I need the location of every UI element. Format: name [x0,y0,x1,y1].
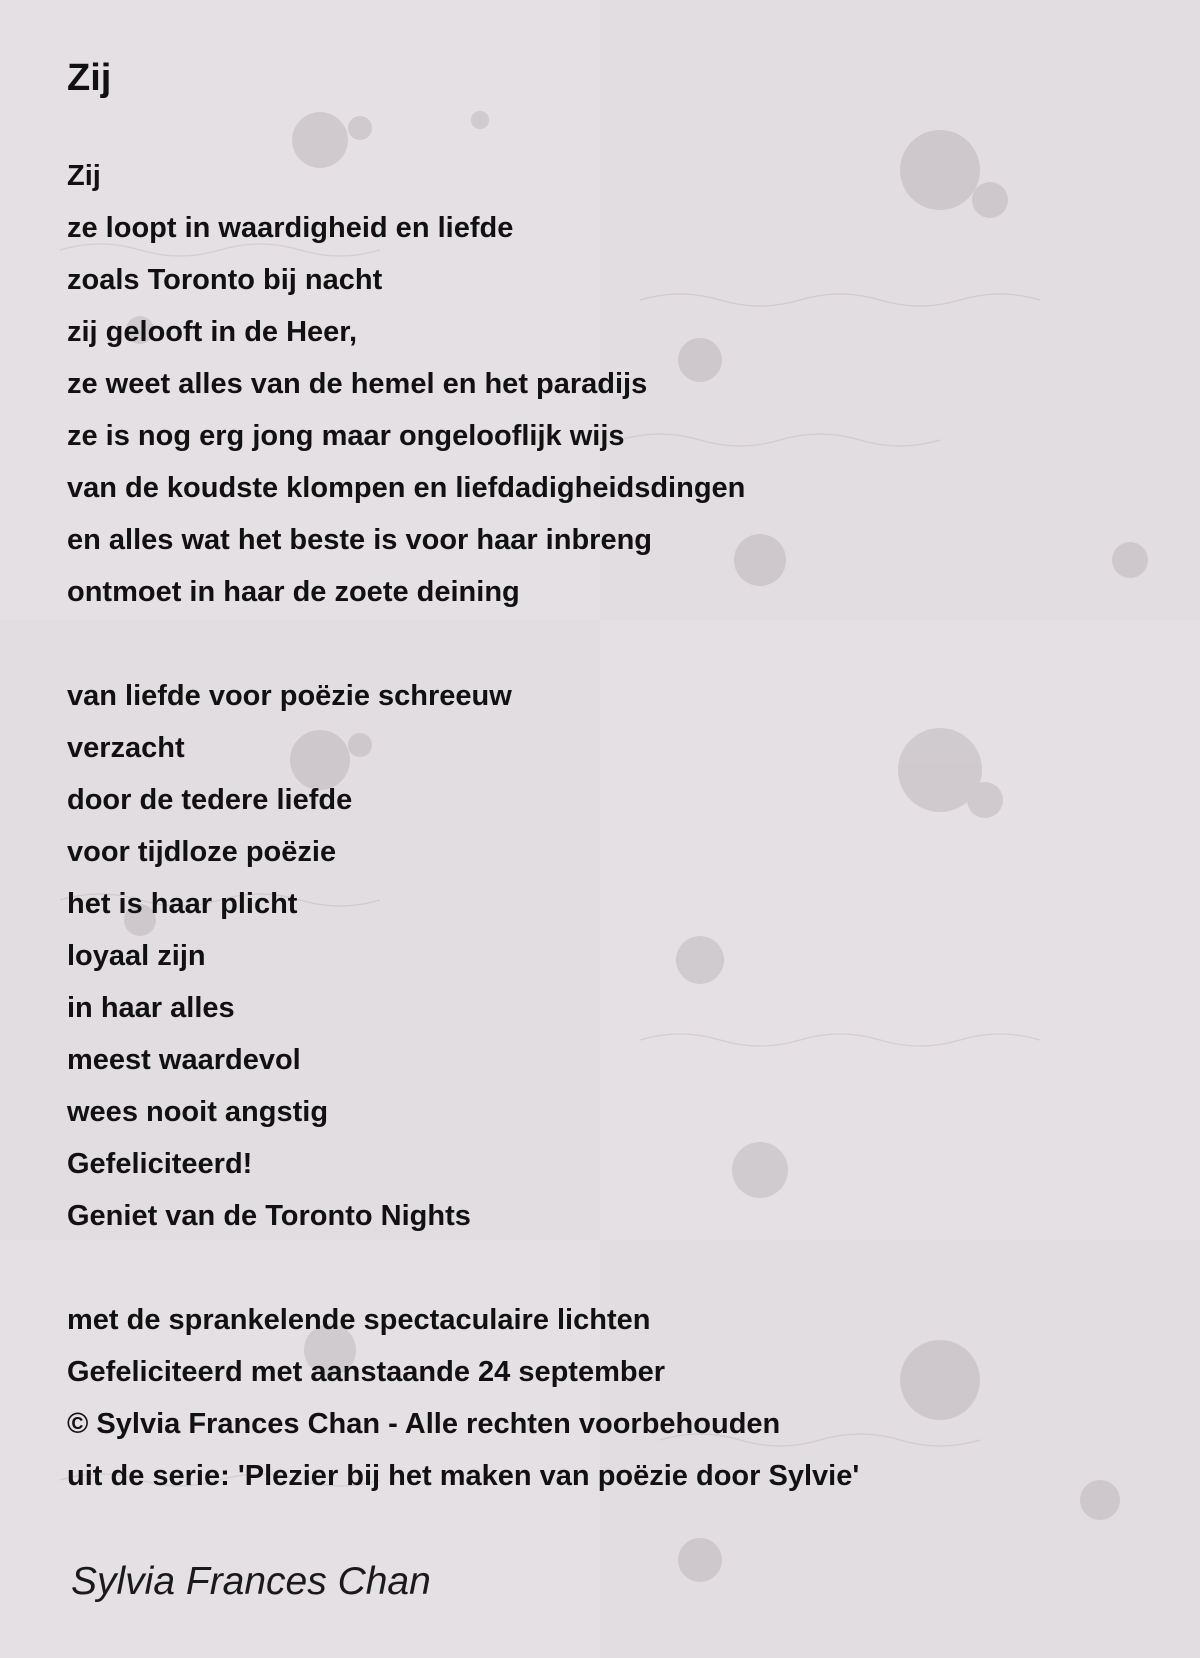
poem-body [67,150,1167,1502]
poem-line: ze weet alles van de hemel en het paradijs [67,368,648,400]
stanza-break [67,618,1167,670]
author-signature: Sylvia Frances Chan [71,1560,431,1603]
stanza-break [67,1242,1167,1294]
poem-line: door de tedere liefde [67,784,353,816]
poem-line: loyaal zijn [67,940,206,972]
poem-line: ze is nog erg jong maar ongelooflijk wijs [67,420,625,452]
poem-line: ze loopt in waardigheid en liefde [67,212,514,244]
poem-line: meest waardevol [67,1044,301,1076]
poem-line: van de koudste klompen en liefdadigheidsdingen [67,472,746,504]
stanza-1 [67,150,1167,618]
poem-line: Gefeliciteerd met aanstaande 24 september [67,1356,665,1388]
poem-line: met de sprankelende spectaculaire lichten [67,1304,651,1336]
poem-line: Gefeliciteerd! [67,1148,253,1180]
poem-line: Zij [67,160,101,192]
series-line: uit de serie: 'Plezier bij het maken van poëzie door Sylvie' [67,1460,860,1492]
poem-line: Geniet van de Toronto Nights [67,1200,471,1232]
poem-line: en alles wat het beste is voor haar inbreng [67,524,653,556]
stanza-2 [67,670,1167,1242]
poem-line: zoals Toronto bij nacht [67,264,383,296]
poem-line: wees nooit angstig [67,1096,329,1128]
poem-line: het is haar plicht [67,888,298,920]
stanza-3 [67,1294,1167,1502]
copyright-line: © Sylvia Frances Chan - Alle rechten voorbehouden [67,1408,781,1440]
poem-line: van liefde voor poëzie schreeuw [67,680,512,712]
poem-title: Zij [67,57,112,99]
poem-line: zij gelooft in de Heer, [67,316,358,348]
poem-line: ontmoet in haar de zoete deining [67,576,520,608]
poem-line: verzacht [67,732,185,764]
poem-line: in haar alles [67,992,235,1024]
poem-line: voor tijdloze poëzie [67,836,337,868]
